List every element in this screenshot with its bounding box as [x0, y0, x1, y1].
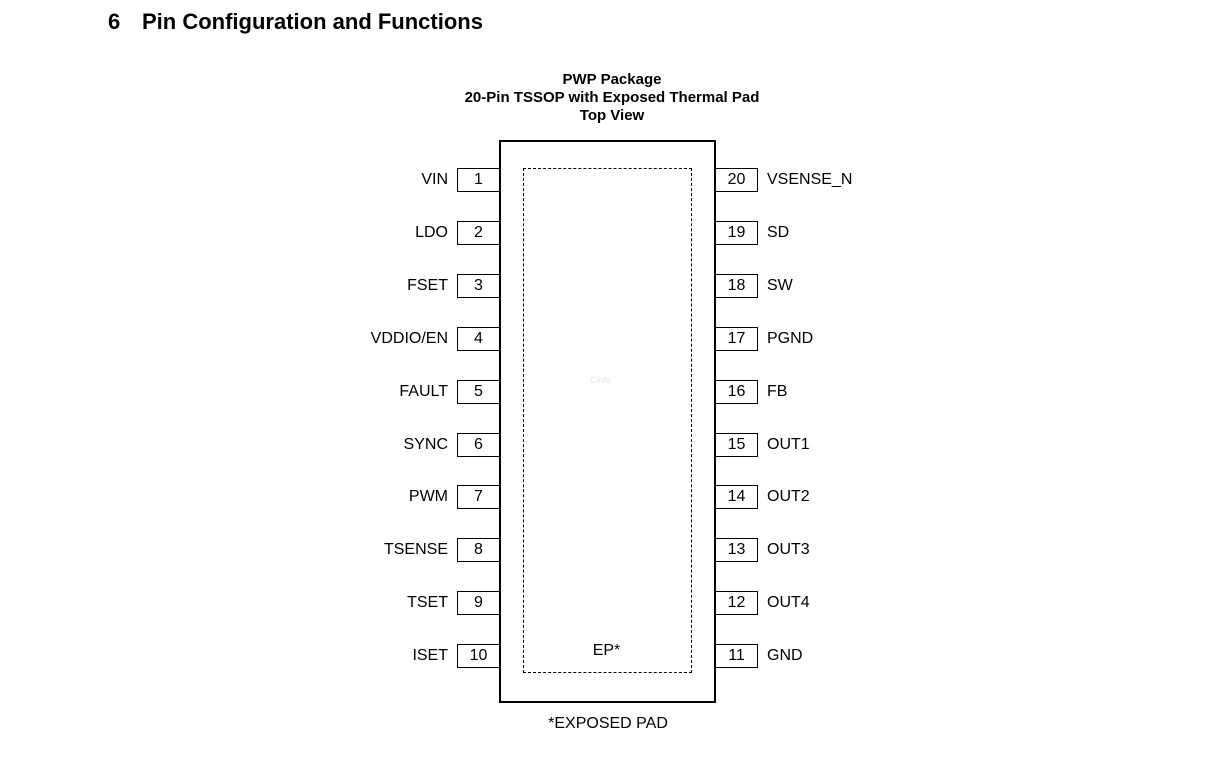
footnote: *EXPOSED PAD: [548, 715, 668, 732]
left-pin-name: VDDIO/EN: [370, 330, 448, 347]
right-pin-name: VSENSE_N: [767, 171, 853, 188]
package-name: PWP Package: [562, 71, 662, 88]
exposed-pad-label: EP*: [592, 642, 621, 659]
left-pin-name: ISET: [412, 647, 448, 664]
right-pin-number: 18: [716, 274, 758, 298]
left-pin-number: 8: [457, 538, 499, 562]
package-view: Top View: [579, 107, 645, 124]
left-pin-number: 1: [457, 168, 499, 192]
right-pin-name: OUT2: [767, 488, 810, 505]
left-pin-name: FSET: [407, 277, 448, 294]
right-pin-name: SD: [767, 224, 790, 241]
left-pin-number: 10: [457, 644, 499, 668]
right-pin-number: 20: [716, 168, 758, 192]
right-pin-name: OUT1: [767, 436, 810, 453]
left-pin-name: TSET: [407, 594, 448, 611]
right-pin-number: 15: [716, 433, 758, 457]
right-pin-name: PGND: [767, 330, 814, 347]
left-pin-name: LDO: [415, 224, 448, 241]
left-pin-number: 6: [457, 433, 499, 457]
right-pin-number: 16: [716, 380, 758, 404]
right-pin-name: FB: [767, 383, 788, 400]
left-pin-name: FAULT: [399, 383, 448, 400]
package-description: 20-Pin TSSOP with Exposed Thermal Pad: [464, 89, 760, 106]
section-title: Pin Configuration and Functions: [142, 9, 483, 34]
left-pin-number: 9: [457, 591, 499, 615]
right-pin-number: 14: [716, 485, 758, 509]
right-pin-number: 13: [716, 538, 758, 562]
left-pin-name: VIN: [421, 171, 448, 188]
left-pin-number: 3: [457, 274, 499, 298]
right-pin-number: 11: [716, 644, 758, 668]
right-pin-name: OUT4: [767, 594, 810, 611]
left-pin-number: 5: [457, 380, 499, 404]
exposed-thermal-pad: [523, 168, 692, 673]
section-heading: [108, 9, 483, 35]
section-number: 6: [108, 9, 121, 34]
right-pin-name: SW: [767, 277, 793, 294]
left-pin-number: 4: [457, 327, 499, 351]
left-pin-number: 7: [457, 485, 499, 509]
right-pin-number: 17: [716, 327, 758, 351]
right-pin-name: OUT3: [767, 541, 810, 558]
left-pin-name: PWM: [408, 488, 448, 505]
right-pin-number: 12: [716, 591, 758, 615]
left-pin-name: TSENSE: [383, 541, 448, 558]
left-pin-name: SYNC: [403, 436, 448, 453]
right-pin-name: GND: [767, 647, 803, 664]
left-pin-number: 2: [457, 221, 499, 245]
watermark: Cinfo: [590, 375, 612, 385]
right-pin-number: 19: [716, 221, 758, 245]
